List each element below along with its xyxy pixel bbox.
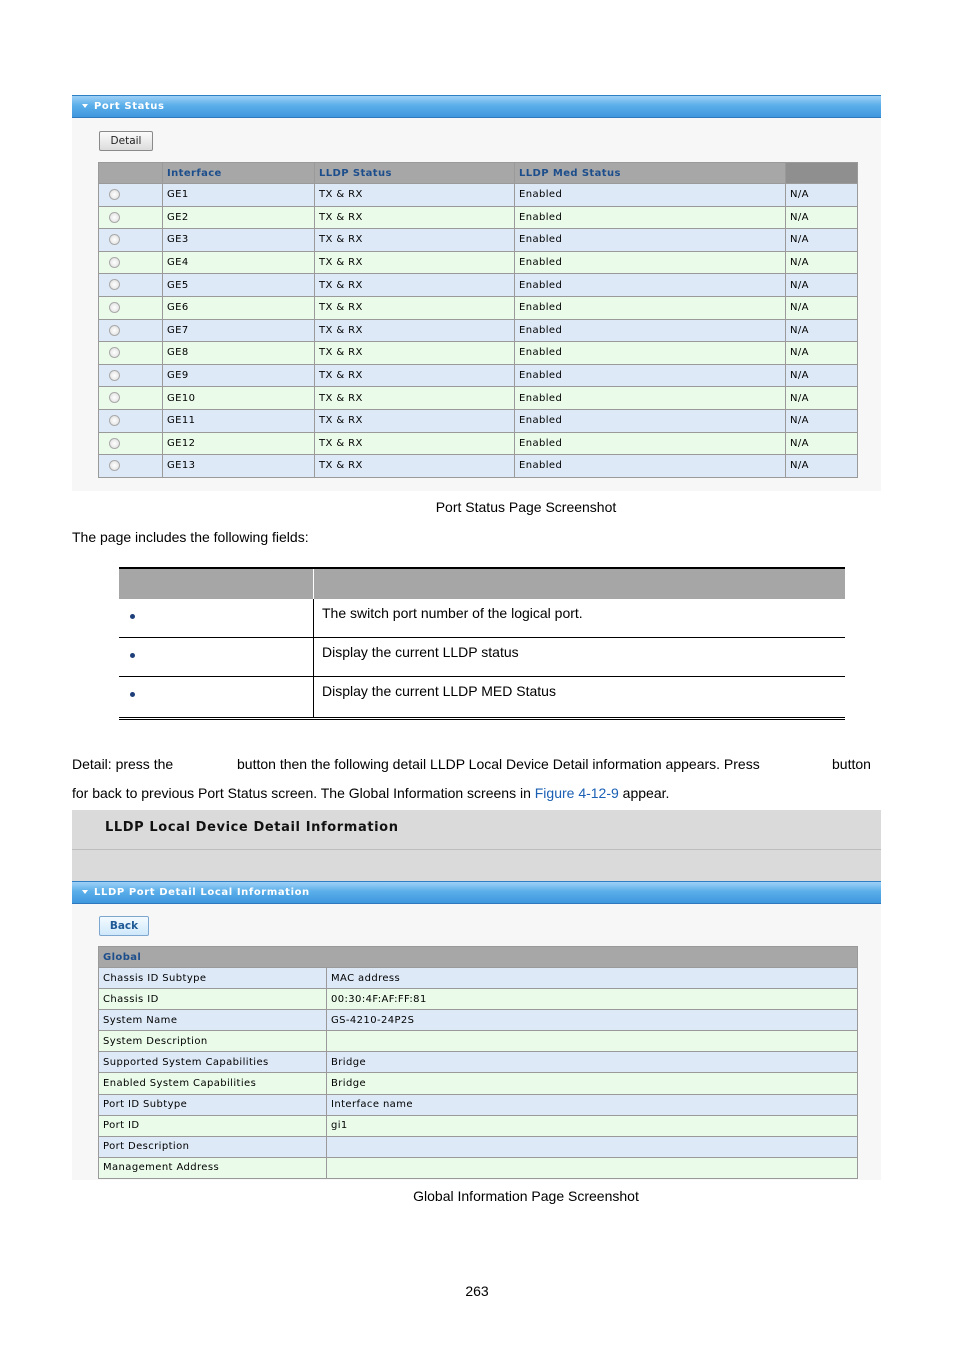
figure-caption-global-info: Global Information Page Screenshot	[413, 1188, 639, 1204]
select-column-header	[99, 163, 163, 184]
radio-button[interactable]	[109, 438, 120, 449]
radio-button[interactable]	[109, 325, 120, 336]
extra-cell: N/A	[786, 251, 858, 274]
table-row[interactable]	[99, 432, 858, 455]
field-label: Enabled System Capabilities	[99, 1073, 327, 1094]
lldp-med-status-cell: Enabled	[515, 387, 786, 410]
detail-heading-bar	[72, 810, 881, 850]
select-cell[interactable]	[99, 184, 163, 207]
extra-column-header	[786, 163, 858, 184]
table-row[interactable]	[99, 455, 858, 478]
lldp-med-status-cell: Enabled	[515, 206, 786, 229]
extra-cell: N/A	[786, 342, 858, 365]
table-row[interactable]	[99, 387, 858, 410]
table-row[interactable]	[99, 319, 858, 342]
lldp-med-status-cell: Enabled	[515, 364, 786, 387]
field-description: Display the current LLDP status	[322, 644, 519, 660]
field-value: Bridge	[327, 1052, 858, 1073]
interface-cell: GE1	[163, 184, 315, 207]
port-detail-panel-header[interactable]	[72, 881, 881, 904]
interface-cell: GE5	[163, 274, 315, 297]
table-row	[99, 1115, 858, 1136]
extra-cell: N/A	[786, 432, 858, 455]
field-description: Display the current LLDP MED Status	[322, 683, 556, 699]
extra-cell: N/A	[786, 184, 858, 207]
interface-cell: GE3	[163, 229, 315, 252]
detail-text-part2: button then the following detail LLDP Local Device Detail information appears. Press	[237, 756, 760, 772]
table-row[interactable]	[99, 274, 858, 297]
select-cell[interactable]	[99, 251, 163, 274]
select-cell[interactable]	[99, 229, 163, 252]
port-status-table-header	[99, 163, 858, 184]
extra-cell: N/A	[786, 229, 858, 252]
detail-text-line2-before: for back to previous Port Status screen. The Global Information screens in	[72, 785, 535, 801]
interface-cell: GE10	[163, 387, 315, 410]
select-cell[interactable]	[99, 364, 163, 387]
detail-subheading-bar	[72, 850, 881, 881]
lldp-med-status-column-header: LLDP Med Status	[515, 163, 786, 184]
select-cell[interactable]	[99, 296, 163, 319]
table-row	[99, 1094, 858, 1115]
select-cell[interactable]	[99, 387, 163, 410]
bullet-icon	[130, 653, 135, 658]
radio-button[interactable]	[109, 415, 120, 426]
interface-cell: GE4	[163, 251, 315, 274]
field-label: Supported System Capabilities	[99, 1052, 327, 1073]
table-row[interactable]	[99, 296, 858, 319]
extra-cell: N/A	[786, 387, 858, 410]
lldp-status-cell: TX & RX	[315, 364, 515, 387]
lldp-status-cell: TX & RX	[315, 184, 515, 207]
lldp-med-status-cell: Enabled	[515, 455, 786, 478]
select-cell[interactable]	[99, 206, 163, 229]
radio-button[interactable]	[109, 460, 120, 471]
field-label: Chassis ID	[99, 989, 327, 1010]
lldp-status-cell: TX & RX	[315, 274, 515, 297]
field-value	[327, 1031, 858, 1052]
table-row[interactable]	[99, 364, 858, 387]
table-row[interactable]	[99, 251, 858, 274]
detail-text-part3: button	[832, 756, 871, 772]
select-cell[interactable]	[99, 319, 163, 342]
radio-button[interactable]	[109, 234, 120, 245]
interface-cell: GE6	[163, 296, 315, 319]
lldp-med-status-cell: Enabled	[515, 342, 786, 365]
lldp-med-status-cell: Enabled	[515, 229, 786, 252]
table-row[interactable]	[99, 409, 858, 432]
lldp-med-status-cell: Enabled	[515, 296, 786, 319]
table-row[interactable]	[99, 206, 858, 229]
collapse-triangle-icon	[82, 104, 88, 108]
fields-table-row	[119, 677, 845, 720]
figure-caption-port-status: Port Status Page Screenshot	[435, 499, 617, 515]
radio-button[interactable]	[109, 347, 120, 358]
lldp-med-status-cell: Enabled	[515, 409, 786, 432]
interface-cell: GE7	[163, 319, 315, 342]
field-label: Chassis ID Subtype	[99, 968, 327, 989]
radio-button[interactable]	[109, 370, 120, 381]
lldp-status-cell: TX & RX	[315, 409, 515, 432]
table-row[interactable]	[99, 184, 858, 207]
radio-button[interactable]	[109, 302, 120, 313]
table-row	[99, 1010, 858, 1031]
port-status-panel-header[interactable]	[72, 95, 881, 118]
detail-text-line2-after: appear.	[618, 785, 670, 801]
figure-link[interactable]: Figure 4-12-9	[534, 785, 619, 801]
intro-text: The page includes the following fields:	[72, 529, 309, 545]
select-cell[interactable]	[99, 409, 163, 432]
lldp-status-cell: TX & RX	[315, 206, 515, 229]
table-row	[99, 1052, 858, 1073]
global-info-table	[98, 946, 858, 1179]
radio-button[interactable]	[109, 257, 120, 268]
interface-column-header: Interface	[163, 163, 315, 184]
lldp-med-status-cell: Enabled	[515, 251, 786, 274]
extra-cell: N/A	[786, 364, 858, 387]
port-status-table	[98, 162, 858, 478]
global-info-header	[99, 947, 858, 968]
table-row	[99, 1031, 858, 1052]
interface-cell: GE12	[163, 432, 315, 455]
fields-table-header	[119, 567, 845, 599]
field-value: Interface name	[327, 1094, 858, 1115]
field-label: Management Address	[99, 1157, 327, 1178]
table-row	[99, 968, 858, 989]
collapse-triangle-icon	[82, 890, 88, 894]
extra-cell: N/A	[786, 274, 858, 297]
field-value: Bridge	[327, 1073, 858, 1094]
extra-cell: N/A	[786, 296, 858, 319]
fields-table-row	[119, 599, 845, 638]
field-label: Port ID Subtype	[99, 1094, 327, 1115]
lldp-status-cell: TX & RX	[315, 455, 515, 478]
lldp-med-status-cell: Enabled	[515, 432, 786, 455]
global-header: Global	[99, 947, 858, 968]
detail-button[interactable]: Detail	[99, 131, 153, 151]
radio-button[interactable]	[109, 212, 120, 223]
field-value: 00:30:4F:AF:FF:81	[327, 989, 858, 1010]
field-label: System Name	[99, 1010, 327, 1031]
select-cell[interactable]	[99, 274, 163, 297]
bullet-icon	[130, 614, 135, 619]
field-value	[327, 1157, 858, 1178]
interface-cell: GE9	[163, 364, 315, 387]
lldp-status-cell: TX & RX	[315, 251, 515, 274]
lldp-status-cell: TX & RX	[315, 342, 515, 365]
interface-cell: GE8	[163, 342, 315, 365]
lldp-med-status-cell: Enabled	[515, 184, 786, 207]
field-description: The switch port number of the logical port.	[322, 605, 583, 621]
page-number: 263	[465, 1283, 489, 1299]
port-status-panel-title: Port Status	[94, 101, 165, 112]
extra-cell: N/A	[786, 455, 858, 478]
field-value: GS-4210-24P2S	[327, 1010, 858, 1031]
select-cell[interactable]	[99, 455, 163, 478]
detail-page-title: LLDP Local Device Detail Information	[105, 820, 399, 835]
detail-text-line2	[72, 779, 669, 808]
table-row	[99, 1136, 858, 1157]
extra-cell: N/A	[786, 319, 858, 342]
interface-cell: GE13	[163, 455, 315, 478]
field-label: System Description	[99, 1031, 327, 1052]
lldp-status-cell: TX & RX	[315, 319, 515, 342]
select-cell[interactable]	[99, 432, 163, 455]
extra-cell: N/A	[786, 206, 858, 229]
field-value	[327, 1136, 858, 1157]
lldp-status-cell: TX & RX	[315, 387, 515, 410]
extra-cell: N/A	[786, 409, 858, 432]
interface-cell: GE2	[163, 206, 315, 229]
table-row	[99, 1157, 858, 1178]
field-label: Port ID	[99, 1115, 327, 1136]
table-row[interactable]	[99, 342, 858, 365]
radio-button[interactable]	[109, 392, 120, 403]
field-value: MAC address	[327, 968, 858, 989]
fields-table-row	[119, 638, 845, 677]
lldp-status-column-header: LLDP Status	[315, 163, 515, 184]
lldp-status-cell: TX & RX	[315, 296, 515, 319]
field-label: Port Description	[99, 1136, 327, 1157]
table-row[interactable]	[99, 229, 858, 252]
port-detail-panel-title: LLDP Port Detail Local Information	[94, 887, 310, 898]
field-value: gi1	[327, 1115, 858, 1136]
detail-text-part1: Detail: press the	[72, 756, 174, 772]
table-row	[99, 989, 858, 1010]
interface-cell: GE11	[163, 409, 315, 432]
lldp-med-status-cell: Enabled	[515, 274, 786, 297]
table-row	[99, 1073, 858, 1094]
lldp-status-cell: TX & RX	[315, 432, 515, 455]
bullet-icon	[130, 692, 135, 697]
lldp-med-status-cell: Enabled	[515, 319, 786, 342]
lldp-status-cell: TX & RX	[315, 229, 515, 252]
back-button[interactable]: Back	[99, 916, 149, 936]
radio-button[interactable]	[109, 189, 120, 200]
radio-button[interactable]	[109, 279, 120, 290]
select-cell[interactable]	[99, 342, 163, 365]
